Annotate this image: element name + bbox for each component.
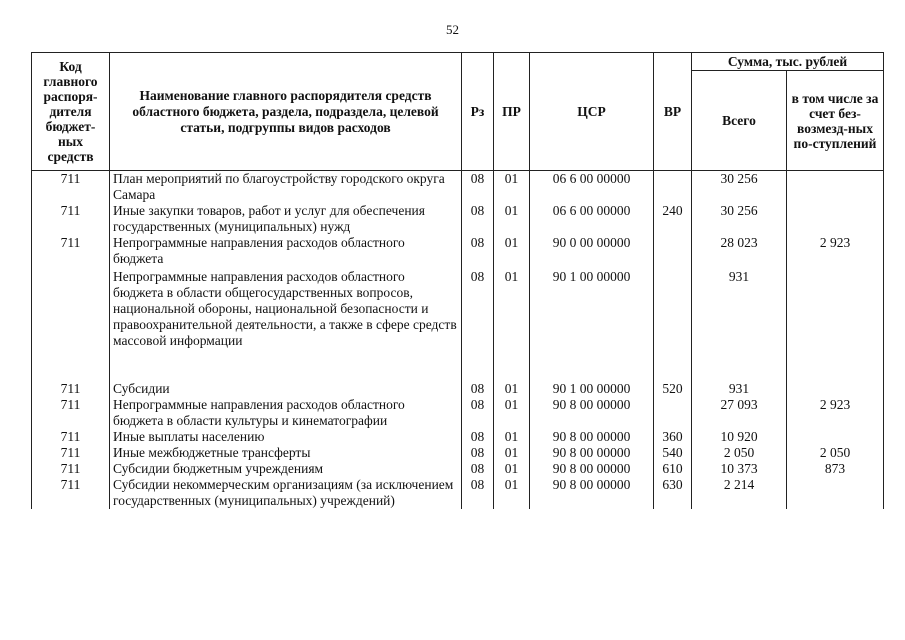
cell-pr: 01: [494, 397, 530, 429]
cell-rz: 08: [462, 203, 494, 235]
header-code: Код главного распоря-дителя бюджет-ных средств: [32, 53, 110, 171]
cell-csr: 90 8 00 00000: [530, 397, 654, 429]
cell-name: Иные межбюджетные трансферты: [110, 445, 462, 461]
cell-csr: 06 6 00 00000: [530, 203, 654, 235]
cell-grant: [787, 203, 884, 235]
table-row: [32, 269, 884, 381]
cell-total: 28 023: [692, 235, 787, 269]
cell-rz: 08: [462, 381, 494, 397]
cell-vr: 610: [654, 461, 692, 477]
cell-total: 2 214: [692, 477, 787, 509]
cell-rz: 08: [462, 269, 494, 381]
cell-code: 711: [32, 445, 110, 461]
cell-vr: [654, 235, 692, 269]
table-row: [32, 461, 884, 477]
cell-total: 931: [692, 381, 787, 397]
cell-rz: 08: [462, 429, 494, 445]
cell-pr: 01: [494, 269, 530, 381]
table-row: [32, 429, 884, 445]
cell-grant: 2 923: [787, 397, 884, 429]
cell-csr: 90 1 00 00000: [530, 381, 654, 397]
cell-total: 931: [692, 269, 787, 381]
cell-csr: 90 8 00 00000: [530, 429, 654, 445]
cell-vr: 630: [654, 477, 692, 509]
cell-name: Непрограммные направления расходов областного бюджета в области общегосударственных вопросов, национальной обороны, национальной безопасности и правоохранительной деятельности, а также в сфере средств массовой информации: [110, 269, 462, 381]
cell-grant: [787, 171, 884, 204]
cell-name: Субсидии некоммерческим организациям (за исключением государственных (муниципальных) учреждений): [110, 477, 462, 509]
cell-code: 711: [32, 203, 110, 235]
cell-grant: [787, 429, 884, 445]
cell-csr: 90 8 00 00000: [530, 445, 654, 461]
cell-rz: 08: [462, 461, 494, 477]
header-csr: ЦСР: [530, 53, 654, 171]
cell-code: 711: [32, 171, 110, 204]
table-row: [32, 171, 884, 204]
page-number: 52: [446, 22, 459, 37]
cell-grant: 2 923: [787, 235, 884, 269]
cell-name: Иные закупки товаров, работ и услуг для обеспечения государственных (муниципальных) нужд: [110, 203, 462, 235]
cell-grant: [787, 381, 884, 397]
cell-rz: 08: [462, 235, 494, 269]
table-row: [32, 381, 884, 397]
budget-table: [31, 52, 884, 509]
cell-name: Непрограммные направления расходов областного бюджета: [110, 235, 462, 269]
cell-pr: 01: [494, 445, 530, 461]
cell-grant: [787, 269, 884, 381]
cell-rz: 08: [462, 477, 494, 509]
cell-name: План мероприятий по благоустройству городского округа Самара: [110, 171, 462, 204]
cell-grant: 873: [787, 461, 884, 477]
header-vr: ВР: [654, 53, 692, 171]
cell-grant: [787, 477, 884, 509]
cell-code: 711: [32, 381, 110, 397]
cell-total: 10 920: [692, 429, 787, 445]
cell-total: 30 256: [692, 203, 787, 235]
cell-vr: 360: [654, 429, 692, 445]
cell-total: 30 256: [692, 171, 787, 204]
cell-pr: 01: [494, 477, 530, 509]
cell-name: Непрограммные направления расходов областного бюджета в области культуры и кинематографии: [110, 397, 462, 429]
cell-pr: 01: [494, 203, 530, 235]
cell-csr: 06 6 00 00000: [530, 171, 654, 204]
cell-csr: 90 0 00 00000: [530, 235, 654, 269]
cell-name: Субсидии: [110, 381, 462, 397]
table-row: [32, 477, 884, 509]
table-row: [32, 397, 884, 429]
table-row: [32, 235, 884, 269]
cell-rz: 08: [462, 397, 494, 429]
cell-csr: 90 8 00 00000: [530, 461, 654, 477]
header-grant: в том числе за счет без-возмезд-ных по-ступлений: [787, 71, 884, 171]
cell-vr: 240: [654, 203, 692, 235]
cell-total: 10 373: [692, 461, 787, 477]
cell-rz: 08: [462, 445, 494, 461]
cell-total: 2 050: [692, 445, 787, 461]
cell-pr: 01: [494, 381, 530, 397]
header-total: Всего: [692, 71, 787, 171]
table-row: [32, 445, 884, 461]
header-sum-group: Сумма, тыс. рублей: [692, 53, 884, 71]
cell-csr: 90 1 00 00000: [530, 269, 654, 381]
cell-rz: 08: [462, 171, 494, 204]
cell-pr: 01: [494, 235, 530, 269]
cell-csr: 90 8 00 00000: [530, 477, 654, 509]
header-rz: Рз: [462, 53, 494, 171]
cell-pr: 01: [494, 429, 530, 445]
cell-code: [32, 269, 110, 381]
header-name: Наименование главного распорядителя средств областного бюджета, раздела, подраздела, целевой статьи, подгруппы видов расходов: [110, 53, 462, 171]
cell-vr: [654, 397, 692, 429]
header-pr: ПР: [494, 53, 530, 171]
cell-vr: [654, 171, 692, 204]
cell-code: 711: [32, 397, 110, 429]
cell-grant: 2 050: [787, 445, 884, 461]
cell-code: 711: [32, 477, 110, 509]
cell-pr: 01: [494, 461, 530, 477]
cell-code: 711: [32, 429, 110, 445]
cell-name: Субсидии бюджетным учреждениям: [110, 461, 462, 477]
cell-vr: 540: [654, 445, 692, 461]
cell-code: 711: [32, 235, 110, 269]
cell-pr: 01: [494, 171, 530, 204]
table-row: [32, 203, 884, 235]
cell-total: 27 093: [692, 397, 787, 429]
cell-code: 711: [32, 461, 110, 477]
cell-vr: [654, 269, 692, 381]
cell-vr: 520: [654, 381, 692, 397]
cell-name: Иные выплаты населению: [110, 429, 462, 445]
